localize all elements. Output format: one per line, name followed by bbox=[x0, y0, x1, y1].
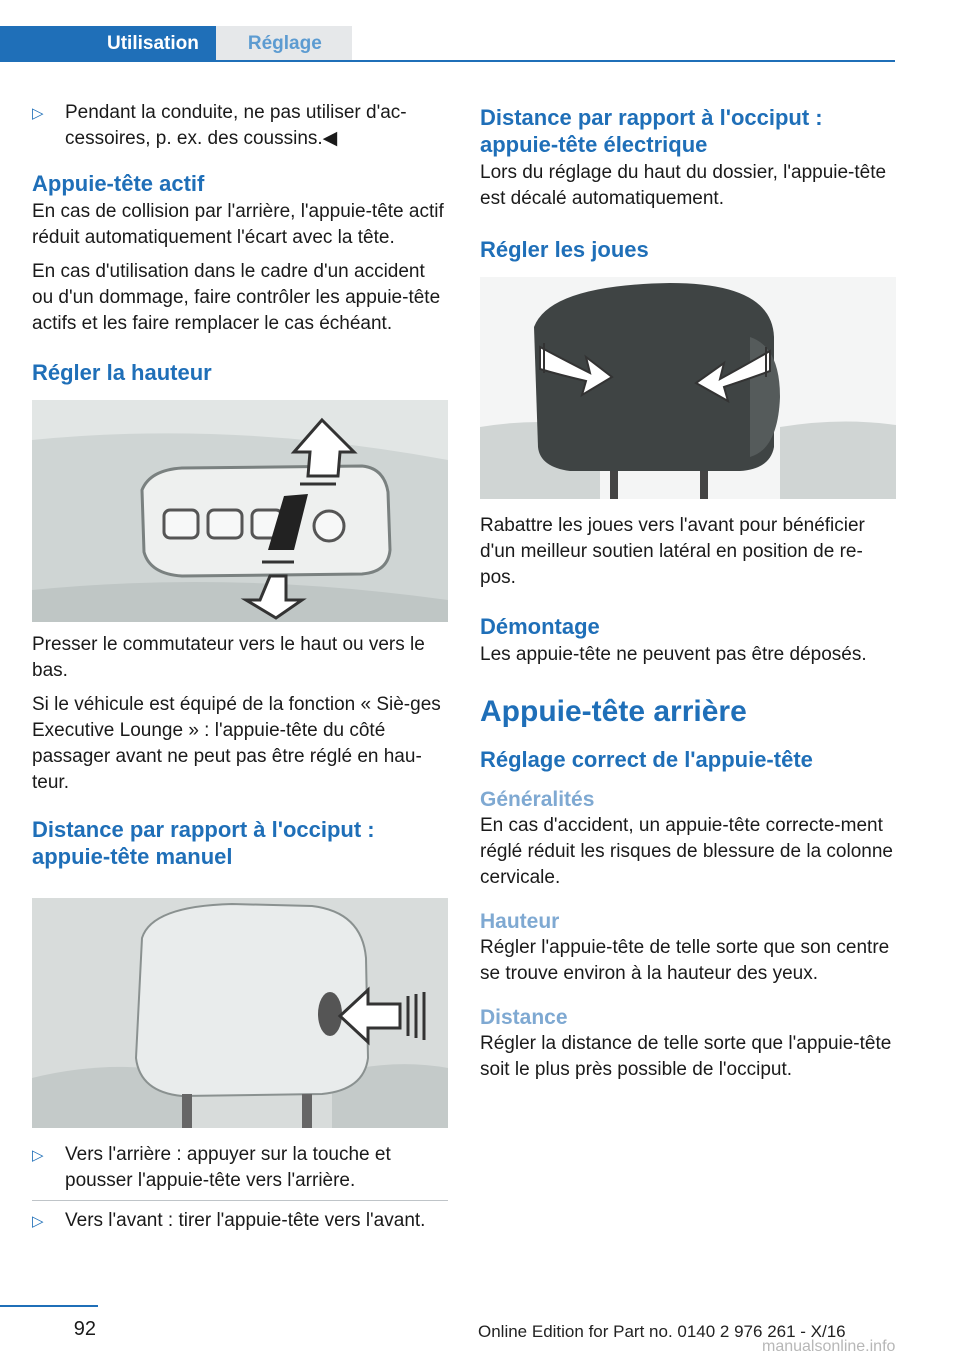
section-heading-manual-headrest: Distance par rapport à l'occiput : appuie-tête manuel bbox=[32, 817, 375, 869]
watermark: manualsonline.info bbox=[762, 1338, 896, 1355]
page-number: 92 bbox=[73, 1318, 96, 1340]
paragraph: Les appuie-tête ne peuvent pas être déposés. bbox=[480, 644, 867, 665]
cheeks-headrest-image bbox=[480, 277, 896, 499]
subsection-heading-distance: Distance bbox=[480, 1006, 568, 1029]
seat-switch-image bbox=[32, 400, 448, 622]
triangle-bullet-icon: ▷ bbox=[32, 1213, 44, 1230]
triangle-bullet-icon: ▷ bbox=[32, 1147, 44, 1164]
paragraph: En cas d'utilisation dans le cadre d'un accident ou d'un dommage, faire contrôler les appuie-tête actifs et les faire remplacer le cas échéant. bbox=[32, 261, 441, 334]
header-tabs bbox=[0, 26, 352, 62]
chapter-heading-rear-headrest: Appuie-tête arrière bbox=[480, 695, 747, 728]
left-column bbox=[32, 100, 448, 1235]
paragraph: Régler l'appuie-tête de telle sorte que son centre se trouve environ à la hauteur des yeux. bbox=[480, 937, 890, 984]
paragraph: Lors du réglage du haut du dossier, l'appuie-tête est décalé automatiquement. bbox=[480, 162, 887, 209]
list-item bbox=[32, 100, 448, 152]
paragraph: En cas de collision par l'arrière, l'appuie-tête actif réduit automatiquement l'écart avec la tête. bbox=[32, 201, 444, 248]
section-heading-cheeks: Régler les joues bbox=[480, 237, 649, 262]
paragraph: Rabattre les joues vers l'avant pour bénéficier d'un meilleur soutien latéral en position de re-pos. bbox=[480, 515, 865, 588]
divider bbox=[32, 1200, 448, 1201]
right-column bbox=[480, 104, 896, 1091]
seat-switch-illustration bbox=[32, 400, 448, 622]
paragraph: Si le véhicule est équipé de la fonction « Siè-ges Executive Lounge » : l'appuie-tête du côté passager avant ne peut pas être réglé en hau-teur. bbox=[32, 694, 441, 793]
section-heading-height: Régler la hauteur bbox=[32, 360, 212, 385]
bullet-text: Vers l'arrière : appuyer sur la touche et pousser l'appuie-tête vers l'arrière. bbox=[65, 1144, 391, 1191]
edition-note: Online Edition for Part no. 0140 2 976 261 - X/16 bbox=[478, 1322, 846, 1341]
section-heading-correct-adjustment: Réglage correct de l'appuie-tête bbox=[480, 747, 813, 772]
header-rule bbox=[0, 60, 895, 62]
tab-reglage[interactable]: Réglage bbox=[216, 26, 352, 62]
triangle-bullet-icon: ▷ bbox=[32, 105, 44, 122]
manual-headrest-image bbox=[32, 898, 448, 1128]
tab-utilisation[interactable]: Utilisation bbox=[0, 26, 216, 62]
subsection-heading-general: Généralités bbox=[480, 788, 595, 811]
section-heading-active-headrest: Appuie-tête actif bbox=[32, 171, 205, 196]
manual-headrest-illustration bbox=[32, 898, 448, 1128]
bullet-text: Vers l'avant : tirer l'appuie-tête vers l'avant. bbox=[65, 1210, 426, 1231]
paragraph: En cas d'accident, un appuie-tête correcte-ment réglé réduit les risques de blessure de la colonne cervicale. bbox=[480, 815, 893, 888]
bullet-text: Pendant la conduite, ne pas utiliser d'ac-cessoires, p. ex. des coussins.◀ bbox=[65, 102, 407, 149]
cheeks-headrest-illustration bbox=[480, 277, 896, 499]
paragraph: Régler la distance de telle sorte que l'appuie-tête soit le plus près possible de l'occiput. bbox=[480, 1033, 892, 1080]
paragraph: Presser le commutateur vers le haut ou vers le bas. bbox=[32, 634, 425, 681]
section-heading-electric-headrest: Distance par rapport à l'occiput : appuie-tête électrique bbox=[480, 105, 823, 157]
section-heading-removal: Démontage bbox=[480, 614, 600, 639]
footer-rule bbox=[0, 1305, 98, 1307]
list-item bbox=[32, 1142, 448, 1194]
subsection-heading-height: Hauteur bbox=[480, 910, 560, 933]
list-item bbox=[32, 1208, 448, 1235]
